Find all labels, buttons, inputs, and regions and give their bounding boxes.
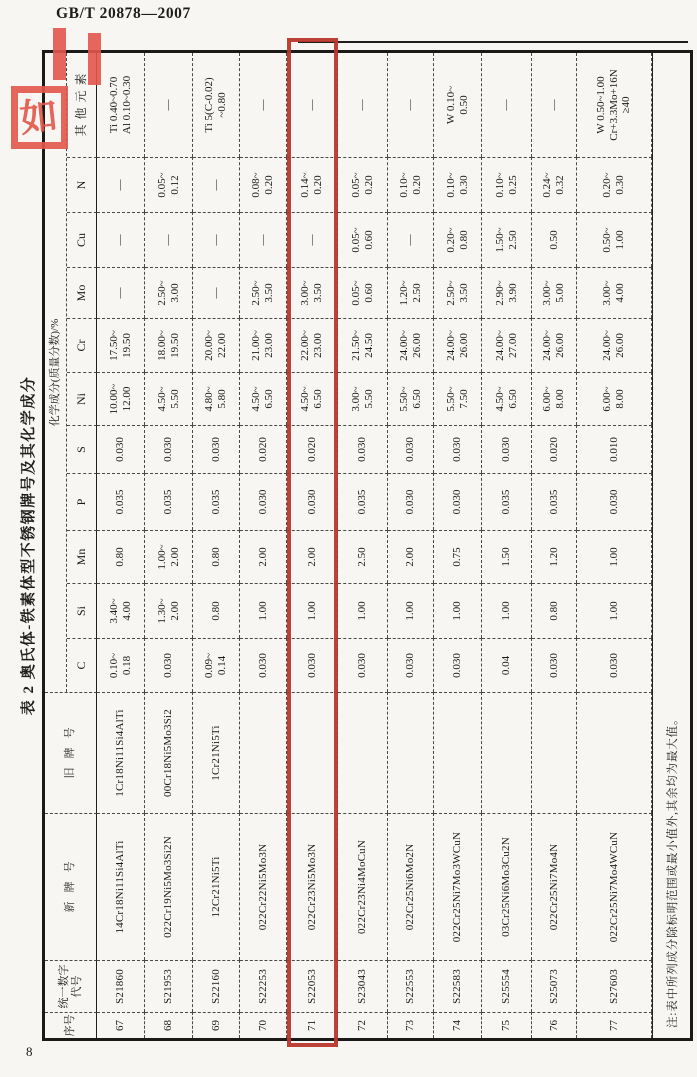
- cell-73-other: —: [388, 53, 434, 157]
- header-el-other: 其他元素: [67, 53, 97, 157]
- cell-76-Cu: 0.50: [532, 212, 577, 267]
- cell-75-Cr: 24.00~ 27.00: [482, 318, 532, 372]
- cell-75-new_grade: 03Cr25Ni6Mo3Cu2N: [482, 813, 532, 960]
- cell-70-Ni: 4.50~ 6.50: [240, 372, 287, 425]
- header-el-N: N: [67, 157, 97, 212]
- cell-77-other: W 0.50~1.00 Cr+3.3Mo+16N ≥40: [577, 53, 652, 157]
- cell-72-C: 0.030: [338, 638, 388, 692]
- cell-71-S: 0.020: [287, 425, 338, 473]
- cell-73-seq: 73: [388, 1012, 434, 1038]
- cell-77-Mo: 3.00~ 4.00: [577, 267, 652, 318]
- cell-76-C: 0.030: [532, 638, 577, 692]
- cell-72-code: S23043: [338, 960, 388, 1012]
- cell-69-Mo: —: [193, 267, 240, 318]
- cell-75-N: 0.10~ 0.25: [482, 157, 532, 212]
- cell-76-S: 0.020: [532, 425, 577, 473]
- header-new_grade: 新牌号: [45, 813, 97, 960]
- cell-77-code: S27603: [577, 960, 652, 1012]
- cell-75-P: 0.035: [482, 473, 532, 530]
- cell-73-old_grade: [388, 692, 434, 813]
- scan-artifact-line: [298, 41, 688, 43]
- cell-71-Ni: 4.50~ 6.50: [287, 372, 338, 425]
- watermark-seal-glyph: 如: [18, 94, 61, 141]
- cell-74-Ni: 5.50~ 7.50: [434, 372, 482, 425]
- cell-67-other: Ti 0.40~0.70 Al 0.10~0.30: [97, 53, 145, 157]
- cell-70-Mn: 2.00: [240, 530, 287, 583]
- cell-76-old_grade: [532, 692, 577, 813]
- header-code: 统一数字代号: [45, 960, 97, 1012]
- table-rotated-container: [20, 53, 690, 1038]
- cell-69-P: 0.035: [193, 473, 240, 530]
- cell-70-Cr: 21.00~ 23.00: [240, 318, 287, 372]
- cell-74-S: 0.030: [434, 425, 482, 473]
- cell-73-Ni: 5.50~ 6.50: [388, 372, 434, 425]
- watermark-bar-2: [88, 33, 101, 85]
- cell-74-Cr: 24.00~ 26.00: [434, 318, 482, 372]
- header-el-Si: Si: [67, 583, 97, 638]
- cell-75-Ni: 4.50~ 6.50: [482, 372, 532, 425]
- cell-75-Si: 1.00: [482, 583, 532, 638]
- cell-76-Cr: 24.00~ 26.00: [532, 318, 577, 372]
- cell-67-P: 0.035: [97, 473, 145, 530]
- cell-69-Ni: 4.80~ 5.80: [193, 372, 240, 425]
- header-el-Cr: Cr: [67, 318, 97, 372]
- cell-77-old_grade: [577, 692, 652, 813]
- cell-68-Mo: 2.50~ 3.00: [145, 267, 193, 318]
- cell-76-other: —: [532, 53, 577, 157]
- cell-71-Mo: 3.00~ 3.50: [287, 267, 338, 318]
- cell-71-P: 0.030: [287, 473, 338, 530]
- cell-73-S: 0.030: [388, 425, 434, 473]
- cell-70-Mo: 2.50~ 3.50: [240, 267, 287, 318]
- cell-72-P: 0.035: [338, 473, 388, 530]
- cell-72-Mo: 0.05~ 0.60: [338, 267, 388, 318]
- header-el-P: P: [67, 473, 97, 530]
- cell-71-other: —: [287, 53, 338, 157]
- cell-73-Si: 1.00: [388, 583, 434, 638]
- cell-74-seq: 74: [434, 1012, 482, 1038]
- cell-72-Cr: 21.50~ 24.50: [338, 318, 388, 372]
- cell-68-Mn: 1.00~ 2.00: [145, 530, 193, 583]
- cell-69-Mn: 0.80: [193, 530, 240, 583]
- cell-68-seq: 68: [145, 1012, 193, 1038]
- cell-71-seq: 71: [287, 1012, 338, 1038]
- cell-67-S: 0.030: [97, 425, 145, 473]
- cell-76-P: 0.035: [532, 473, 577, 530]
- header-el-Mn: Mn: [67, 530, 97, 583]
- cell-69-new_grade: 12Cr21Ni5Ti: [193, 813, 240, 960]
- cell-74-code: S22583: [434, 960, 482, 1012]
- cell-76-new_grade: 022Cr25Ni7Mo4N: [532, 813, 577, 960]
- cell-72-seq: 72: [338, 1012, 388, 1038]
- cell-75-code: S25554: [482, 960, 532, 1012]
- cell-71-Mn: 2.00: [287, 530, 338, 583]
- cell-70-old_grade: [240, 692, 287, 813]
- cell-72-S: 0.030: [338, 425, 388, 473]
- cell-76-N: 0.24~ 0.32: [532, 157, 577, 212]
- cell-76-Si: 0.80: [532, 583, 577, 638]
- cell-75-other: —: [482, 53, 532, 157]
- header-el-S: S: [67, 425, 97, 473]
- cell-69-Cu: —: [193, 212, 240, 267]
- cell-75-Mo: 2.90~ 3.90: [482, 267, 532, 318]
- cell-73-Mo: 1.20~ 2.50: [388, 267, 434, 318]
- cell-68-Ni: 4.50~ 5.50: [145, 372, 193, 425]
- cell-68-code: S21953: [145, 960, 193, 1012]
- table-grid: [45, 53, 690, 1038]
- cell-73-N: 0.10~ 0.20: [388, 157, 434, 212]
- cell-69-C: 0.09~ 0.14: [193, 638, 240, 692]
- cell-71-code: S22053: [287, 960, 338, 1012]
- cell-71-Cr: 22.00~ 23.00: [287, 318, 338, 372]
- cell-77-Si: 1.00: [577, 583, 652, 638]
- cell-74-new_grade: 022Cr25Ni7Mo3WCuN: [434, 813, 482, 960]
- cell-77-Cu: 0.50~ 1.00: [577, 212, 652, 267]
- cell-72-other: —: [338, 53, 388, 157]
- cell-75-S: 0.030: [482, 425, 532, 473]
- cell-71-new_grade: 022Cr23Ni5Mo3N: [287, 813, 338, 960]
- table-note: 注:表中所列成分除标明范围或最小值外,其余均为最大值。: [652, 53, 690, 1038]
- cell-77-seq: 77: [577, 1012, 652, 1038]
- cell-76-code: S25073: [532, 960, 577, 1012]
- cell-77-P: 0.030: [577, 473, 652, 530]
- cell-69-code: S22160: [193, 960, 240, 1012]
- table-title: 表 2 奥氏体-铁素体型不锈钢牌号及其化学成分: [20, 375, 37, 716]
- cell-74-old_grade: [434, 692, 482, 813]
- cell-68-Cr: 18.00~ 19.50: [145, 318, 193, 372]
- cell-69-Cr: 20.00~ 22.00: [193, 318, 240, 372]
- cell-73-Mn: 2.00: [388, 530, 434, 583]
- cell-68-new_grade: 022Cr19Ni5Mo3Si2N: [145, 813, 193, 960]
- cell-74-P: 0.030: [434, 473, 482, 530]
- cell-72-new_grade: 022Cr23Ni4MoCuN: [338, 813, 388, 960]
- cell-77-S: 0.010: [577, 425, 652, 473]
- cell-74-Cu: 0.20~ 0.80: [434, 212, 482, 267]
- cell-76-Ni: 6.00~ 8.00: [532, 372, 577, 425]
- cell-71-Cu: —: [287, 212, 338, 267]
- cell-67-Ni: 10.00~ 12.00: [97, 372, 145, 425]
- cell-68-C: 0.030: [145, 638, 193, 692]
- cell-69-old_grade: 1Cr21Ni5Ti: [193, 692, 240, 813]
- cell-73-Cu: —: [388, 212, 434, 267]
- header-chem-group: 化学成分(质量分数)/%: [45, 53, 67, 692]
- cell-76-seq: 76: [532, 1012, 577, 1038]
- cell-73-Cr: 24.00~ 26.00: [388, 318, 434, 372]
- cell-70-other: —: [240, 53, 287, 157]
- cell-76-Mo: 3.00~ 5.00: [532, 267, 577, 318]
- header-el-Ni: Ni: [67, 372, 97, 425]
- cell-75-C: 0.04: [482, 638, 532, 692]
- cell-74-Si: 1.00: [434, 583, 482, 638]
- cell-69-Si: 0.80: [193, 583, 240, 638]
- header-el-Cu: Cu: [67, 212, 97, 267]
- cell-73-P: 0.030: [388, 473, 434, 530]
- cell-67-Mo: —: [97, 267, 145, 318]
- cell-75-seq: 75: [482, 1012, 532, 1038]
- cell-70-N: 0.08~ 0.20: [240, 157, 287, 212]
- cell-72-Si: 1.00: [338, 583, 388, 638]
- cell-72-N: 0.05~ 0.20: [338, 157, 388, 212]
- cell-68-S: 0.030: [145, 425, 193, 473]
- cell-74-C: 0.030: [434, 638, 482, 692]
- cell-75-old_grade: [482, 692, 532, 813]
- cell-75-Mn: 1.50: [482, 530, 532, 583]
- cell-67-Si: 3.40~ 4.00: [97, 583, 145, 638]
- cell-67-old_grade: 1Cr18Ni11Si4AlTi: [97, 692, 145, 813]
- cell-77-Cr: 24.00~ 26.00: [577, 318, 652, 372]
- cell-70-Cu: —: [240, 212, 287, 267]
- cell-68-old_grade: 00Cr18Ni5Mo3Si2: [145, 692, 193, 813]
- page-number: 8: [26, 1044, 33, 1059]
- cell-77-Mn: 1.00: [577, 530, 652, 583]
- cell-70-P: 0.030: [240, 473, 287, 530]
- cell-68-P: 0.035: [145, 473, 193, 530]
- cell-76-Mn: 1.20: [532, 530, 577, 583]
- cell-68-Si: 1.30~ 2.00: [145, 583, 193, 638]
- cell-67-C: 0.10~ 0.18: [97, 638, 145, 692]
- cell-70-C: 0.030: [240, 638, 287, 692]
- cell-71-C: 0.030: [287, 638, 338, 692]
- row-highlight-box: [287, 38, 338, 1047]
- cell-77-C: 0.030: [577, 638, 652, 692]
- cell-68-Cu: —: [145, 212, 193, 267]
- cell-72-Ni: 3.00~ 5.50: [338, 372, 388, 425]
- header-seq: 序号: [45, 1012, 97, 1038]
- cell-67-code: S21860: [97, 960, 145, 1012]
- cell-67-Mn: 0.80: [97, 530, 145, 583]
- cell-72-Mn: 2.50: [338, 530, 388, 583]
- header-el-Mo: Mo: [67, 267, 97, 318]
- cell-68-other: —: [145, 53, 193, 157]
- watermark-seal: [11, 86, 68, 149]
- cell-70-new_grade: 022Cr22Ni5Mo3N: [240, 813, 287, 960]
- cell-71-Si: 1.00: [287, 583, 338, 638]
- standard-code: GB/T 20878—2007: [56, 5, 191, 22]
- cell-73-new_grade: 022Cr25Ni6Mo2N: [388, 813, 434, 960]
- cell-74-Mo: 2.50~ 3.50: [434, 267, 482, 318]
- cell-73-code: S22553: [388, 960, 434, 1012]
- cell-69-N: —: [193, 157, 240, 212]
- cell-67-Cu: —: [97, 212, 145, 267]
- cell-67-N: —: [97, 157, 145, 212]
- cell-68-N: 0.05~ 0.12: [145, 157, 193, 212]
- cell-74-N: 0.10~ 0.30: [434, 157, 482, 212]
- cell-75-Cu: 1.50~ 2.50: [482, 212, 532, 267]
- cell-67-seq: 67: [97, 1012, 145, 1038]
- cell-77-new_grade: 022Cr25Ni7Mo4WCuN: [577, 813, 652, 960]
- cell-69-S: 0.030: [193, 425, 240, 473]
- cell-67-new_grade: 14Cr18Ni11Si4AlTi: [97, 813, 145, 960]
- cell-77-Ni: 6.00~ 8.00: [577, 372, 652, 425]
- cell-74-Mn: 0.75: [434, 530, 482, 583]
- header-el-C: C: [67, 638, 97, 692]
- cell-72-old_grade: [338, 692, 388, 813]
- header-old_grade: 旧牌号: [45, 692, 97, 813]
- watermark-bar-1: [53, 28, 66, 80]
- cell-69-seq: 69: [193, 1012, 240, 1038]
- cell-77-N: 0.20~ 0.30: [577, 157, 652, 212]
- cell-71-N: 0.14~ 0.20: [287, 157, 338, 212]
- cell-70-S: 0.020: [240, 425, 287, 473]
- cell-69-other: Ti 5(C-0.02) ~0.80: [193, 53, 240, 157]
- cell-72-Cu: 0.05~ 0.60: [338, 212, 388, 267]
- cell-70-Si: 1.00: [240, 583, 287, 638]
- cell-70-code: S22253: [240, 960, 287, 1012]
- cell-74-other: W 0.10~ 0.50: [434, 53, 482, 157]
- cell-67-Cr: 17.50~ 19.50: [97, 318, 145, 372]
- cell-70-seq: 70: [240, 1012, 287, 1038]
- cell-73-C: 0.030: [388, 638, 434, 692]
